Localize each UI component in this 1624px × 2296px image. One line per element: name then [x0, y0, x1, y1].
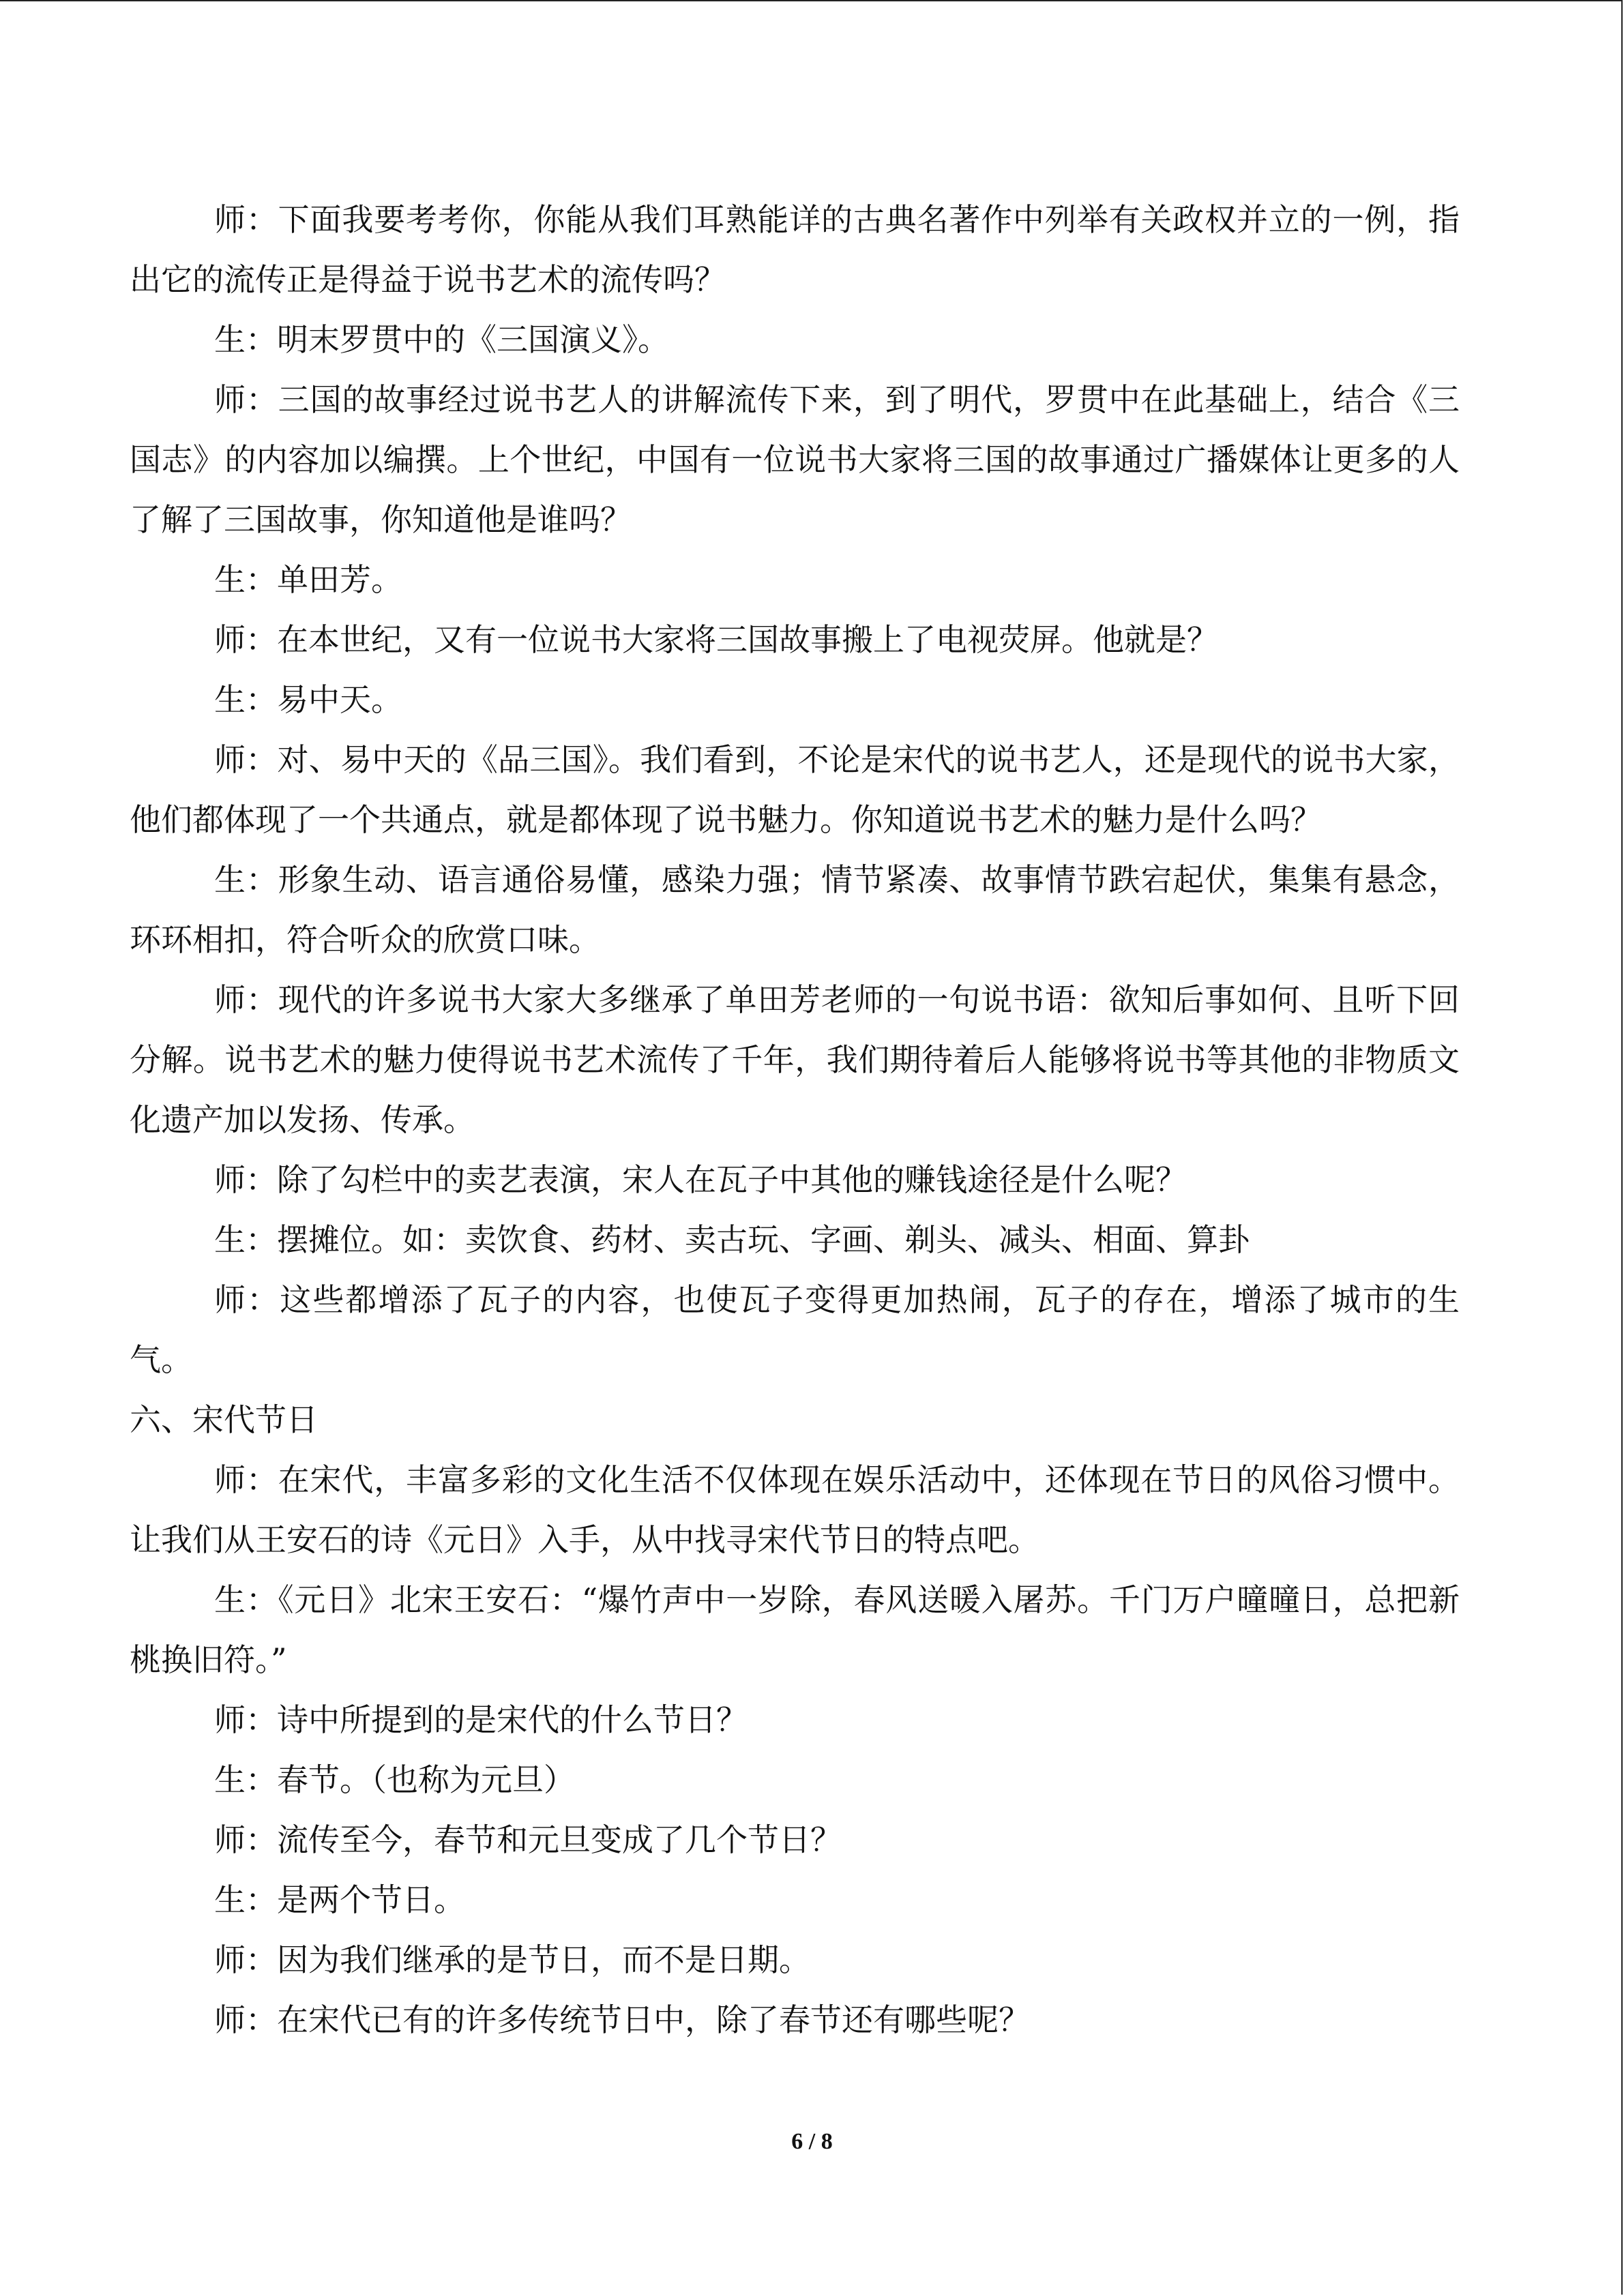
paragraph: 师：三国的故事经过说书艺人的讲解流传下来，到了明代，罗贯中在此基础上，结合《三国志》的内容加以编撰。上个世纪，中国有一位说书大家将三国的故事通过广播媒体让更多的人了解了三国故事，你知道他是谁吗？: [130, 381, 1460, 538]
paragraph: 生：单田芳。: [214, 561, 402, 598]
paragraph: 生：《元日》北宋王安石：“爆竹声中一岁除，春风送暖入屠苏。千门万户曈曈日，总把新桃换旧符。”: [130, 1581, 1460, 1678]
section-heading: 六、宋代节日: [130, 1401, 318, 1438]
paragraph: 生：明末罗贯中的《三国演义》。: [214, 321, 669, 358]
paragraph: 生：易中天。: [214, 681, 402, 718]
paragraph: 师：因为我们继承的是节日，而不是日期。: [214, 1941, 810, 1978]
page-number: 6 / 8: [791, 2129, 833, 2154]
paragraph: 师：除了勾栏中的卖艺表演，宋人在瓦子中其他的赚钱途径是什么呢？: [214, 1161, 1187, 1198]
document-body: [130, 190, 1460, 2050]
paragraph: 师：流传至今，春节和元旦变成了几个节日？: [214, 1821, 842, 1858]
paragraph: 师：在本世纪，又有一位说书大家将三国故事搬上了电视荧屏。他就是？: [214, 621, 1218, 658]
paragraph: 师：这些都增添了瓦子的内容，也使瓦子变得更加热闹，瓦子的存在，增添了城市的生气。: [130, 1281, 1460, 1378]
paragraph: 生：摆摊位。如：卖饮食、药材、卖古玩、字画、剃头、减头、相面、算卦: [214, 1221, 1250, 1258]
paragraph: 生：是两个节日。: [214, 1881, 465, 1918]
paragraph: 生：形象生动、语言通俗易懂，感染力强；情节紧凑、故事情节跌宕起伏，集集有悬念，环环相扣，符合听众的欣赏口味。: [130, 861, 1460, 958]
paragraph: 师：对、易中天的《品三国》。我们看到，不论是宋代的说书艺人，还是现代的说书大家，他们都体现了一个共通点，就是都体现了说书魅力。你知道说书艺术的魅力是什么吗？: [130, 741, 1460, 838]
paragraph: 生：春节。（也称为元旦）: [214, 1761, 575, 1798]
paragraph: 师：现代的许多说书大家大多继承了单田芳老师的一句说书语：欲知后事如何、且听下回分解。说书艺术的魅力使得说书艺术流传了千年，我们期待着后人能够将说书等其他的非物质文化遗产加以发扬、传承。: [130, 981, 1460, 1138]
paragraph: 师：下面我要考考你，你能从我们耳熟能详的古典名著作中列举有关政权并立的一例，指出它的流传正是得益于说书艺术的流传吗？: [130, 201, 1460, 298]
paragraph: 师：在宋代已有的许多传统节日中，除了春节还有哪些呢？: [214, 2001, 1030, 2038]
paragraph: 师：诗中所提到的是宋代的什么节日？: [214, 1701, 748, 1738]
paragraph: 师：在宋代，丰富多彩的文化生活不仅体现在娱乐活动中，还体现在节日的风俗习惯中。让我们从王安石的诗《元日》入手，从中找寻宋代节日的特点吧。: [130, 1461, 1460, 1558]
